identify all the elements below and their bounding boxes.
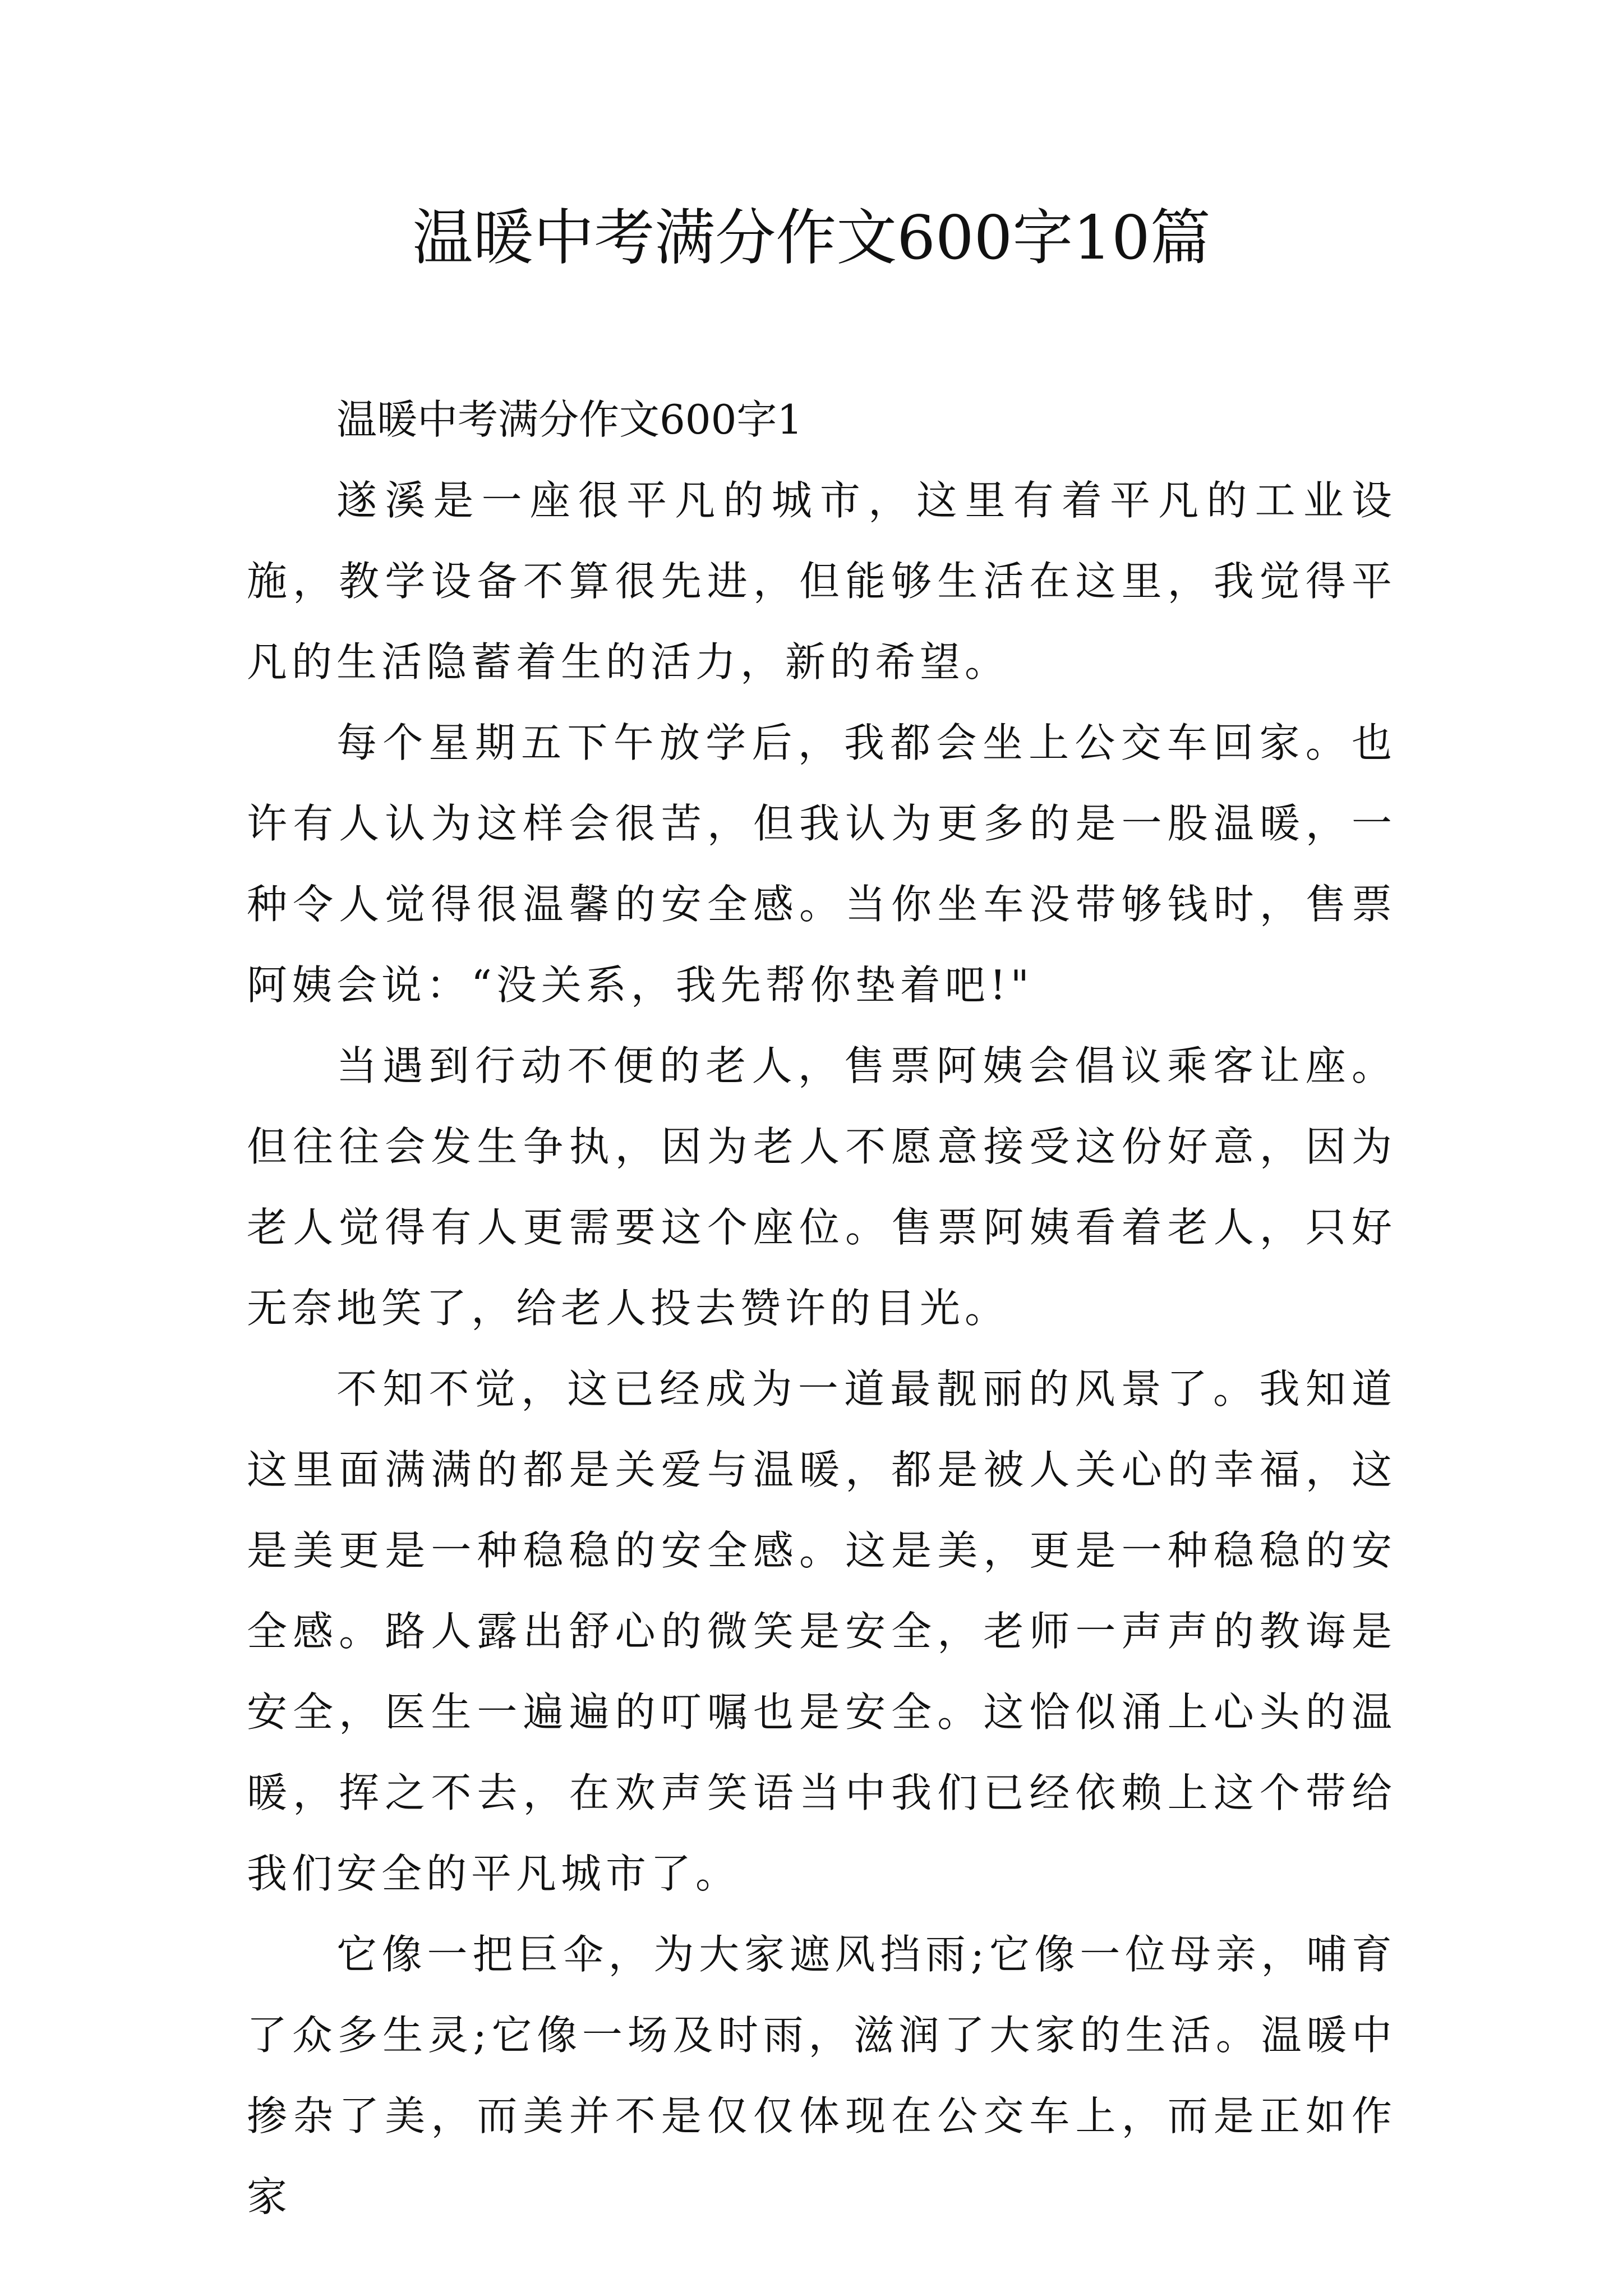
paragraph-5: 它像一把巨伞，为大家遮风挡雨;它像一位母亲，哺育了众多生灵;它像一场及时雨，滋润了大家的生活。温暖中掺杂了美，而美并不是仅仅体现在公交车上，而是正如作家 [247, 1931, 1396, 2220]
paragraph-1: 遂溪是一座很平凡的城市，这里有着平凡的工业设施，教学设备不算很先进，但能够生活在这里，我觉得平凡的生活隐蓄着生的活力，新的希望。 [247, 477, 1396, 685]
paragraph-4: 不知不觉，这已经成为一道最靓丽的风景了。我知道这里面满满的都是关爱与温暖，都是被人关心的幸福，这是美更是一种稳稳的安全感。这是美，更是一种稳稳的安全感。路人露出舒心的微笑是安全，老师一声声的教诲是安全，医生一遍遍的叮嘱也是安全。这恰似涌上心头的温暖，挥之不去，在欢声笑语当中我们已经依赖上这个带给我们安全的平凡城市了。 [247, 1365, 1396, 1897]
document-title: 温暖中考满分作文600字10篇 [412, 203, 1211, 273]
section-heading: 温暖中考满分作文600字1 [336, 396, 803, 443]
document-body [247, 379, 1396, 2237]
paragraph-2: 每个星期五下午放学后，我都会坐上公交车回家。也许有人认为这样会很苦，但我认为更多的是一股温暖，一种令人觉得很温馨的安全感。当你坐车没带够钱时，售票阿姨会说：“没关系，我先帮你垫着吧!" [247, 719, 1396, 1009]
paragraph-3: 当遇到行动不便的老人，售票阿姨会倡议乘客让座。但往往会发生争执，因为老人不愿意接受这份好意，因为老人觉得有人更需要这个座位。售票阿姨看着老人，只好无奈地笑了，给老人投去赞许的目光。 [247, 1042, 1396, 1332]
